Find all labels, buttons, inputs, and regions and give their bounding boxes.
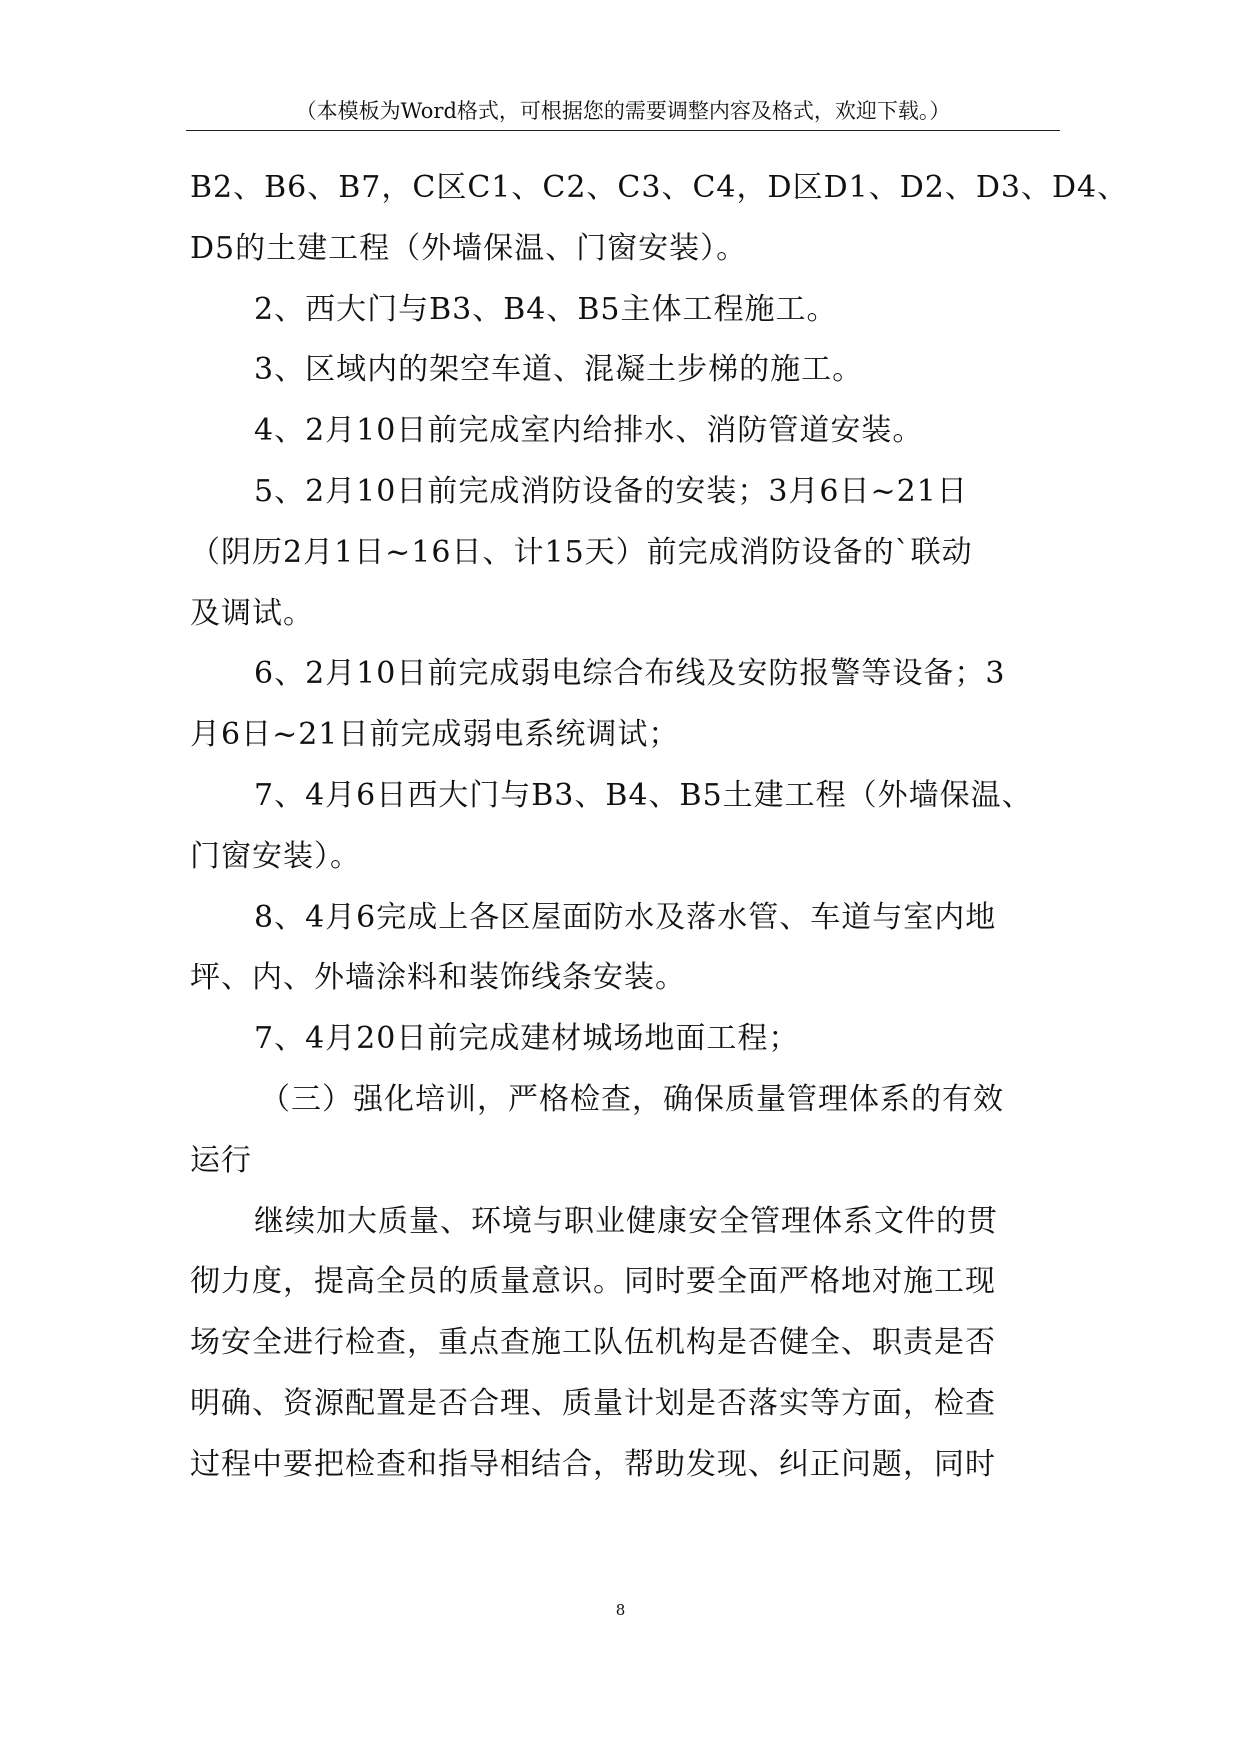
text-line: 过程中要把检查和指导相结合，帮助发现、纠正问题，同时 xyxy=(190,1446,996,1482)
list-item: 2、西大门与B3、B4、B5主体工程施工。 xyxy=(254,291,838,327)
list-item: 8、4月6完成上各区屋面防水及落水管、车道与室内地 xyxy=(254,899,997,935)
text-line: 彻力度，提高全员的质量意识。同时要全面严格地对施工现 xyxy=(190,1264,996,1300)
list-item: 6、2月10日前完成弱电综合布线及安防报警等设备；3 xyxy=(254,656,1006,692)
text-line: 月6日~21日前完成弱电系统调试； xyxy=(190,717,680,753)
text-line: 场安全进行检查，重点查施工队伍机构是否健全、职责是否 xyxy=(190,1325,996,1361)
paragraph-start: 继续加大质量、环境与职业健康安全管理体系文件的贯 xyxy=(254,1203,998,1239)
text-line: （阴历2月1日~16日、计15天）前完成消防设备的`联动 xyxy=(190,534,973,570)
document-body xyxy=(190,158,1129,1496)
text-line: D5的土建工程（外墙保温、门窗安装）。 xyxy=(190,230,748,266)
page-number: 8 xyxy=(615,1601,626,1619)
text-line: 明确、资源配置是否合理、质量计划是否落实等方面，检查 xyxy=(190,1385,996,1421)
list-item: 4、2月10日前完成室内给排水、消防管道安装。 xyxy=(254,413,924,449)
section-heading: （三）强化培训，严格检查，确保质量管理体系的有效 xyxy=(260,1081,1004,1117)
text-line: 及调试。 xyxy=(190,595,314,631)
list-item: 7、4月6日西大门与B3、B4、B5土建工程（外墙保温、 xyxy=(254,777,1033,813)
text-line: 门窗安装）。 xyxy=(190,838,361,874)
header-divider xyxy=(186,130,1060,131)
list-item: 7、4月20日前完成建材城场地面工程； xyxy=(254,1021,800,1057)
text-line: B2、B6、B7，C区C1、C2、C3、C4，D区D1、D2、D3、D4、 xyxy=(190,170,1129,205)
list-item: 3、区域内的架空车道、混凝土步梯的施工。 xyxy=(254,352,864,388)
text-line: 坪、内、外墙涂料和装饰线条安装。 xyxy=(190,960,686,996)
list-item: 5、2月10日前完成消防设备的安装；3月6日~21日 xyxy=(254,473,968,509)
template-notice: （本模板为Word格式，可根据您的需要调整内容及格式，欢迎下载。） xyxy=(295,99,951,123)
section-heading-continued: 运行 xyxy=(190,1142,252,1178)
